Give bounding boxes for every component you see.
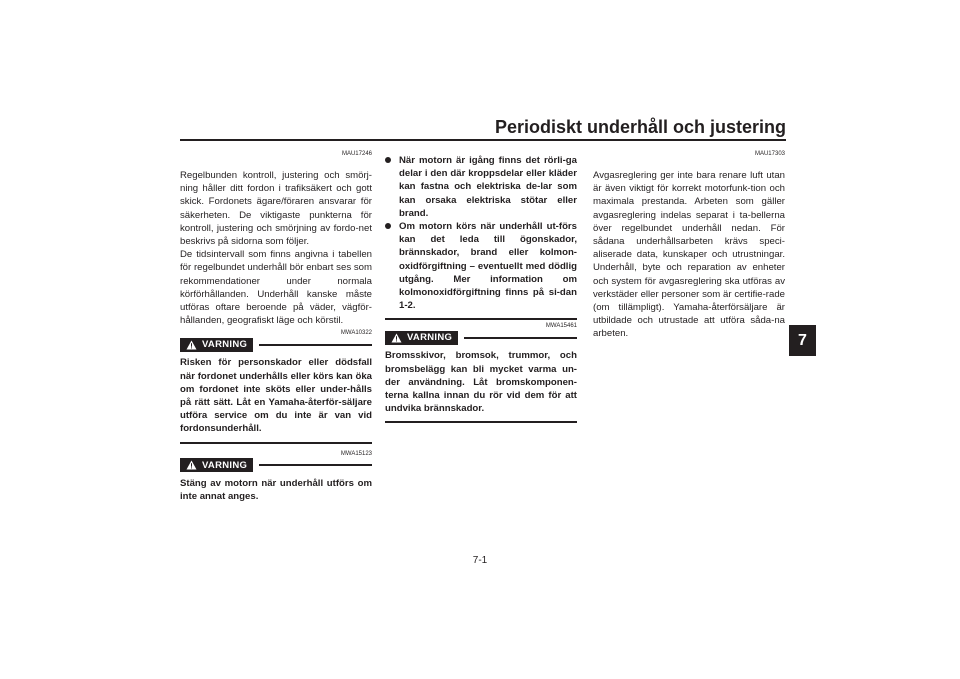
section-code: MAU17246 — [341, 151, 372, 157]
warning-text: Bromsskivor, bromsok, trummor, och bromsbelägg kan bli mycket varma un-der användning. Låt bromskomponen-terna kallna innan du rör vid dem för att undvika brännskador. — [385, 350, 577, 415]
warning-rule — [259, 464, 372, 466]
warning-label: VARNING — [202, 459, 248, 471]
column-1 — [180, 150, 372, 503]
warning-box — [180, 450, 372, 503]
interval-paragraph: De tidsintervall som finns angivna i tabellen för regelbundet underhåll bör enbart ses som rekommendationer under normala körförhållanden. Underhåll kanske måste utföras oftare beroende på väder, vägför-hållanden, geografiskt läge och körstil. — [180, 249, 372, 327]
warning-label: VARNING — [202, 339, 248, 351]
warning-end-rule — [385, 318, 577, 320]
bullet-icon — [385, 220, 399, 312]
warning-label: VARNING — [407, 332, 453, 344]
warning-badge — [180, 458, 253, 472]
warning-box — [385, 322, 577, 423]
intro-paragraph: Regelbunden kontroll, justering och smörj-ning håller ditt fordon i trafiksäkert och gott skick. Fordonets ägare/föraren ansvarar för säkerheten. De viktigaste punkterna för kontroll, justering och smörjning av fordo-net beskrivs på sidorna som följer. — [180, 170, 372, 248]
header-rule — [180, 139, 786, 141]
bullet-list — [385, 154, 577, 312]
list-item: Om motorn körs när underhåll ut-förs kan det leda till ögonskador, brännskador, brand eller kolmon-oxidförgiftning – eventuellt med dödlig utgång. Mer information om kolmonoxidförgiftning finns på si-dan 1-2. — [385, 220, 577, 312]
warning-box — [180, 329, 372, 443]
warning-rule — [259, 344, 372, 346]
warning-badge — [385, 331, 458, 345]
warning-triangle-icon — [186, 340, 197, 350]
warning-text: Risken för personskador eller dödsfall när fordonet underhålls eller körs kan öka om fordonet inte sköts eller under-hålls på rätt sätt. Låt en Yamaha-återför-säljare utföra service om du inte är van vid fordonsunderhåll. — [180, 357, 372, 435]
warning-text: Stäng av motorn när underhåll utförs om inte annat anges. — [180, 477, 372, 502]
warning-header — [180, 458, 372, 473]
emission-paragraph: Avgasreglering ger inte bara renare luft utan är även viktigt för korrekt motorfunk-tion och maximala prestanda. Arbeten som gäller avgasreglering indelas separat i ta-bellerna över regelbundet underhåll nedan. För sådana underhållsarbeten krävs speci-aliserade data, kunskaper och utrustningar. Underhåll, byte och reparation av enheter och system för avgasreglering ska utföras av verkstäder eller personer som är certifie-rade (om tillämpligt). Yamaha-återförsäljare är utbildade och utrustade att utföra såda-na arbeten. — [593, 170, 785, 340]
bullet-icon — [385, 154, 399, 220]
section-code: MAU17303 — [754, 151, 785, 157]
warning-triangle-icon — [391, 333, 402, 343]
list-item: När motorn är igång finns det rörli-ga delar i den där kroppsdelar eller kläder kan fastna och elektriska de-lar som kan orsaka elektriska stötar eller brand. — [385, 154, 577, 220]
warning-rule — [464, 337, 577, 339]
warning-header — [385, 330, 577, 345]
page-number: 7-1 — [472, 555, 488, 566]
warning-code: MWA15123 — [340, 450, 372, 457]
column-2 — [385, 154, 577, 423]
warning-code: MWA10322 — [340, 330, 372, 337]
chapter-tab: 7 — [789, 325, 816, 356]
warning-code: MWA15461 — [545, 323, 577, 330]
warning-badge — [180, 338, 253, 352]
page-title: Periodiskt underhåll och justering — [494, 117, 786, 137]
column-3 — [593, 150, 785, 341]
warning-end-rule — [385, 421, 577, 423]
warning-end-rule — [180, 442, 372, 444]
warning-header — [180, 337, 372, 352]
warning-triangle-icon — [186, 460, 197, 470]
